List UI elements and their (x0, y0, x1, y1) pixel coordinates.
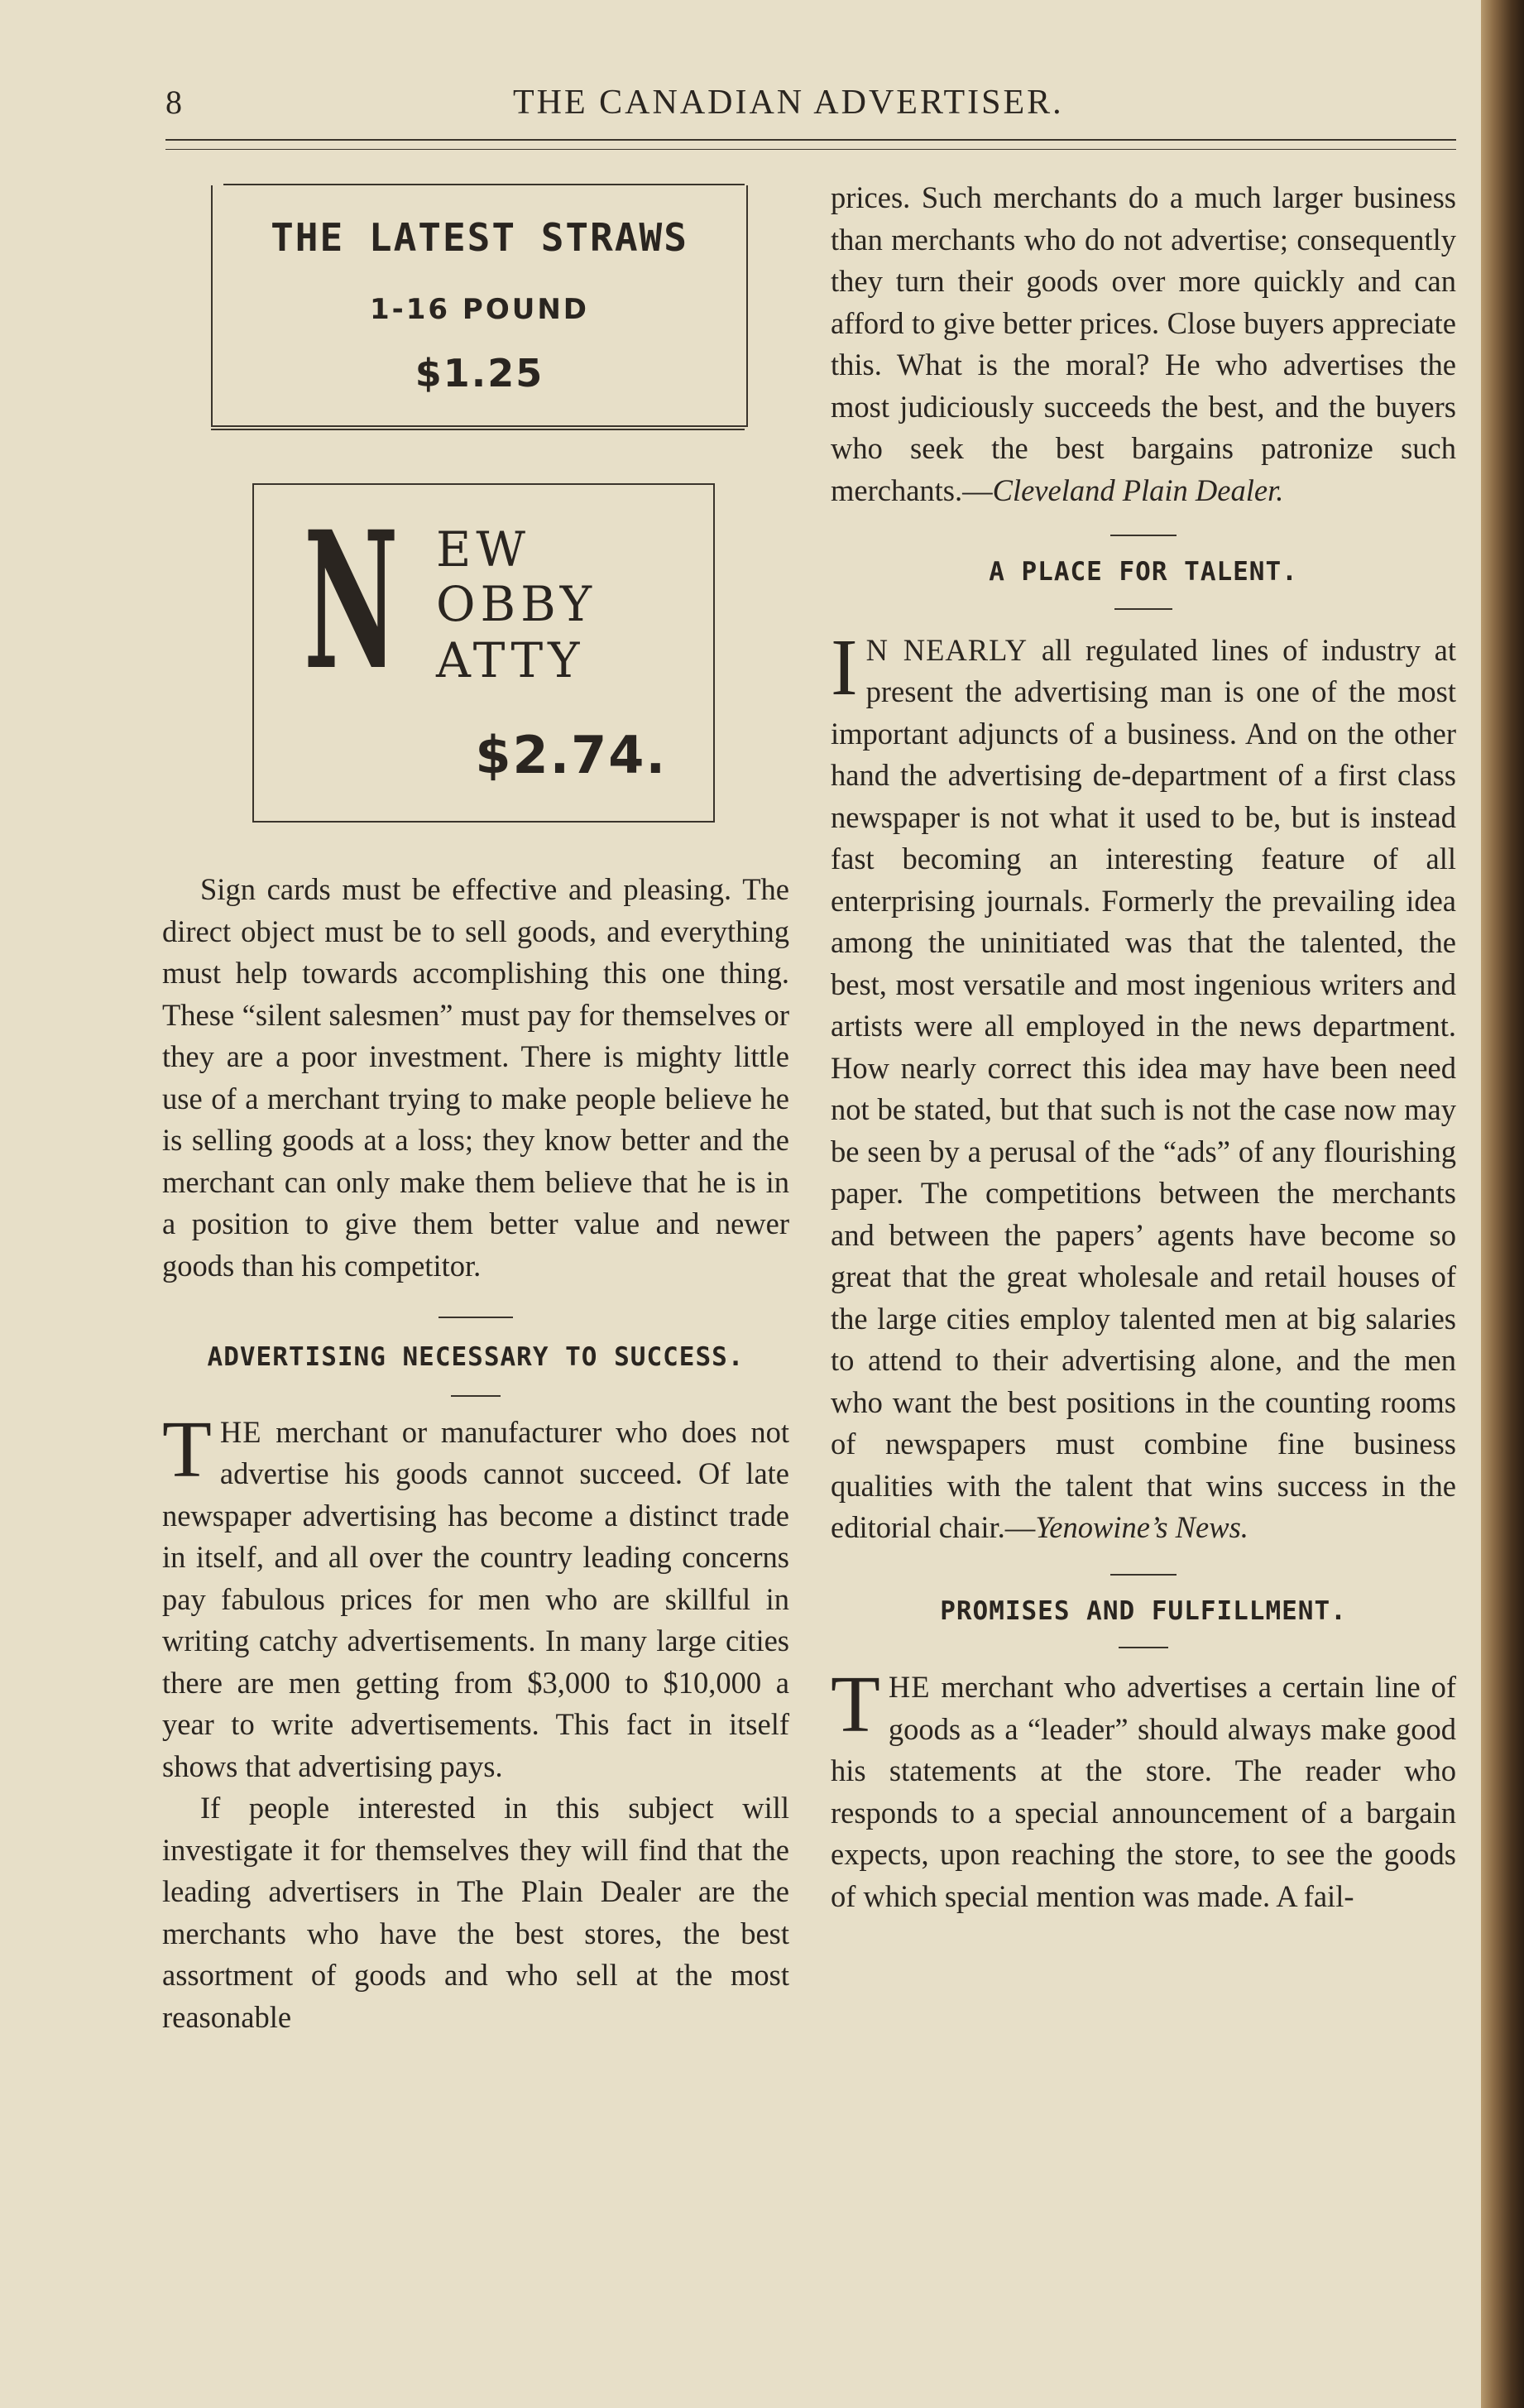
page-header (165, 83, 1456, 132)
ad-straws-price: $1.25 (415, 351, 544, 396)
ad-new-nobby-natty (252, 483, 715, 823)
continued-text: prices. Such merchants do a much larger business than merchants who do not advertise; consequently they turn their goods over more quickly and can afford to give better prices. Close buyers appreciate this. What is the moral? He who advertises the most judiciously succeeds the best, and the buyers who seek the best bargains patronize such merchants.— (831, 180, 1456, 507)
ad-straws-title: THE LATEST STRAWS (271, 215, 688, 260)
source-cleveland: Cleveland Plain Dealer. (992, 472, 1284, 507)
ad-nobby-price: $2.74. (475, 725, 667, 785)
ad-straws-bottom-rule (211, 429, 745, 430)
heading-underline (451, 1395, 501, 1397)
lead-word: HE (888, 1670, 931, 1704)
continued-paragraph (831, 177, 1456, 511)
dropcap-t: T (162, 1404, 212, 1494)
ad-straws-weight: 1-16 POUND (369, 293, 590, 326)
lead-word: HE (219, 1414, 262, 1449)
sign-cards-paragraph: Sign cards must be effective and pleasing. The direct object must be to sell goods, and everything must help towards accomplishing this one thing. These “silent salesmen” must pay for themselves or they are a poor investment. There is mighty little use of a merchant trying to make people believe he is selling goods at a loss; they know better and the merchant can only make them believe that he is in a position to give them better value and newer goods than his competitor. (162, 872, 789, 1283)
ad-nobby-line-3: ATTY (436, 632, 585, 688)
dropcap-t: T (831, 1660, 880, 1749)
dropcap-i: I (831, 622, 858, 712)
heading-place-for-talent: A PLACE FOR TALENT. (989, 557, 1298, 587)
heading-advertising-necessary: ADVERTISING NECESSARY TO SUCCESS. (207, 1342, 745, 1372)
section-divider (1110, 1574, 1177, 1576)
heading-underline (1119, 1647, 1168, 1648)
left-column (162, 869, 789, 2038)
ad-latest-straws (211, 185, 748, 427)
section-divider (439, 1317, 513, 1318)
section-divider (1110, 535, 1177, 536)
right-column (831, 177, 1456, 1917)
heading-underline (1114, 608, 1172, 610)
paragraph-text: all regulated lines of industry at present the advertising man is one of the most important adjuncts of a business. And on the other hand the advertising de-department of a first class newspaper is not what it used to be, but is instead fast becoming an interesting feature of all enterprising journals. Formerly the prevailing idea among the uninitiated was that the talented, the best, most versatile and most ingenious writers and artists were all employed in the news department. How nearly correct this idea may have been need not be stated, but that such is not the case now may be seen by a perusal of the “ads” of any flourishing paper. The competitions between the merchants and between the papers’ agents have become so great that the great wholesale and retail houses of the large cities employ talented men at big salaries to attend to their advertising alone, and the men who want the best positions in the counting rooms of newspapers must combine fine business qualities with the talent that wins success in the editorial chair.— (831, 632, 1456, 1544)
talent-paragraph (831, 622, 1456, 1549)
promises-paragraph (831, 1660, 1456, 1917)
ad-nobby-line-1: EW (436, 521, 530, 578)
advertising-paragraph-1 (162, 1404, 789, 1788)
paragraph-text: merchant or manufacturer who does not advertise his goods cannot succeed. Of late newspaper advertising has become a distinct trade in itself, and all over the country leading concerns pay fabulous prices for men who are skillful in writing catchy advertisements. In many large cities there are men getting from $3,000 to $10,000 a year to write advertisements. This fact in itself shows that advertising pays. (162, 1414, 789, 1783)
binding-edge (1481, 0, 1524, 2408)
lead-word: N NEARLY (865, 632, 1028, 667)
advertising-paragraph-2: If people interested in this subject will investigate it for themselves they will find that the leading advertisers in The Plain Dealer are the merchants who have the best stores, the best assortment of goods and who sell at the most reasonable (162, 1791, 789, 2034)
heading-promises: PROMISES AND FULFILLMENT. (940, 1595, 1347, 1626)
ad-nobby-line-2: OBBY (436, 576, 597, 632)
header-rule-thin (165, 149, 1456, 150)
source-yenowine: Yenowine’s News. (1035, 1510, 1248, 1544)
page-number: 8 (165, 84, 182, 121)
running-title: THE CANADIAN ADVERTISER. (513, 84, 1064, 122)
paragraph-text: merchant who advertises a certain line of goods as a “leader” should always make good his statements at the store. The reader who responds to a special announcement of a bargain expects, upon reaching the store, to see the goods of which special mention was made. A fail- (831, 1670, 1456, 1913)
ad-nobby-initial: N (304, 490, 399, 712)
header-rule (165, 139, 1456, 141)
